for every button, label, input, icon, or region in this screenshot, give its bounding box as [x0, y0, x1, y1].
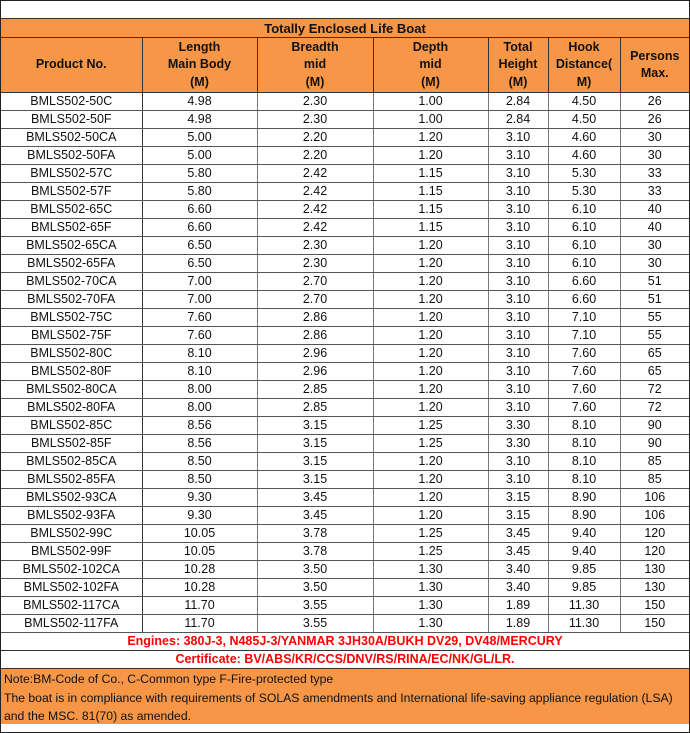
cell-total-height: 3.45 — [488, 543, 548, 561]
cell-total-height: 3.10 — [488, 219, 548, 237]
cell-depth: 1.20 — [373, 453, 488, 471]
cell-hook-distance: 7.60 — [548, 363, 620, 381]
cell-depth: 1.30 — [373, 579, 488, 597]
cell-product-no: BMLS502-117CA — [1, 597, 142, 615]
column-header-line: Persons — [630, 48, 680, 63]
cell-breadth: 2.86 — [257, 309, 373, 327]
cell-persons-max: 30 — [620, 147, 689, 165]
cell-hook-distance: 6.60 — [548, 273, 620, 291]
table-row — [1, 525, 689, 543]
cell-persons-max: 85 — [620, 453, 689, 471]
cell-breadth: 2.30 — [257, 93, 373, 111]
column-header-line: mid — [419, 57, 442, 72]
column-header-product-no — [1, 38, 142, 93]
column-header-breadth — [257, 38, 373, 93]
cell-product-no: BMLS502-117FA — [1, 615, 142, 633]
table-row — [1, 489, 689, 507]
cell-persons-max: 106 — [620, 507, 689, 525]
cell-breadth: 3.45 — [257, 507, 373, 525]
cell-persons-max: 30 — [620, 255, 689, 273]
cell-persons-max: 30 — [620, 237, 689, 255]
table-row — [1, 237, 689, 255]
cell-total-height: 3.30 — [488, 417, 548, 435]
cell-total-height: 2.84 — [488, 93, 548, 111]
cell-breadth: 3.15 — [257, 417, 373, 435]
cell-total-height: 3.10 — [488, 453, 548, 471]
cell-length: 6.60 — [142, 201, 257, 219]
cell-persons-max: 120 — [620, 525, 689, 543]
cell-product-no: BMLS502-80CA — [1, 381, 142, 399]
cell-persons-max: 72 — [620, 381, 689, 399]
table-row — [1, 363, 689, 381]
cell-depth: 1.15 — [373, 201, 488, 219]
column-header-line: Distance( — [555, 57, 613, 72]
cell-total-height: 3.10 — [488, 309, 548, 327]
cell-length: 8.56 — [142, 417, 257, 435]
cell-hook-distance: 6.60 — [548, 291, 620, 309]
cell-breadth: 2.42 — [257, 183, 373, 201]
cell-hook-distance: 7.10 — [548, 309, 620, 327]
table-row — [1, 219, 689, 237]
cell-depth: 1.30 — [373, 597, 488, 615]
cell-breadth: 2.30 — [257, 255, 373, 273]
cell-persons-max: 33 — [620, 165, 689, 183]
cell-total-height: 3.40 — [488, 561, 548, 579]
cell-breadth: 3.50 — [257, 579, 373, 597]
cell-length: 8.10 — [142, 345, 257, 363]
cell-product-no: BMLS502-50FA — [1, 147, 142, 165]
cell-breadth: 2.86 — [257, 327, 373, 345]
cell-persons-max: 55 — [620, 309, 689, 327]
cell-length: 8.00 — [142, 381, 257, 399]
cell-length: 9.30 — [142, 507, 257, 525]
table-row — [1, 201, 689, 219]
cell-depth: 1.20 — [373, 291, 488, 309]
cell-total-height: 3.40 — [488, 579, 548, 597]
cell-depth: 1.00 — [373, 93, 488, 111]
cell-depth: 1.20 — [373, 507, 488, 525]
table-row — [1, 183, 689, 201]
table-row — [1, 471, 689, 489]
cell-depth: 1.20 — [373, 273, 488, 291]
cell-hook-distance: 7.60 — [548, 381, 620, 399]
cell-total-height: 3.10 — [488, 345, 548, 363]
table-row — [1, 561, 689, 579]
cell-total-height: 1.89 — [488, 615, 548, 633]
cell-breadth: 2.30 — [257, 111, 373, 129]
cell-depth: 1.25 — [373, 543, 488, 561]
cell-total-height: 3.10 — [488, 273, 548, 291]
cell-depth: 1.20 — [373, 399, 488, 417]
cell-length: 4.98 — [142, 93, 257, 111]
cell-product-no: BMLS502-65C — [1, 201, 142, 219]
cell-hook-distance: 6.10 — [548, 219, 620, 237]
cell-product-no: BMLS502-65CA — [1, 237, 142, 255]
column-header-line: (M) — [305, 74, 325, 89]
column-header-line: Depth — [412, 39, 449, 54]
cell-hook-distance: 9.40 — [548, 543, 620, 561]
column-header-line: Product No. — [35, 57, 107, 72]
cell-length: 5.80 — [142, 183, 257, 201]
cell-length: 8.50 — [142, 453, 257, 471]
cell-persons-max: 130 — [620, 561, 689, 579]
cell-product-no: BMLS502-70CA — [1, 273, 142, 291]
top-blank-strip — [1, 1, 689, 19]
cell-length: 6.50 — [142, 255, 257, 273]
cell-persons-max: 85 — [620, 471, 689, 489]
cell-breadth: 2.70 — [257, 291, 373, 309]
column-header-line: mid — [303, 57, 327, 72]
table-row — [1, 309, 689, 327]
cell-total-height: 3.10 — [488, 381, 548, 399]
cell-length: 10.05 — [142, 525, 257, 543]
cell-length: 8.56 — [142, 435, 257, 453]
cell-total-height: 3.10 — [488, 471, 548, 489]
table-row — [1, 345, 689, 363]
cell-length: 6.60 — [142, 219, 257, 237]
cell-depth: 1.25 — [373, 417, 488, 435]
table-row — [1, 615, 689, 633]
cell-length: 7.60 — [142, 309, 257, 327]
cell-breadth: 3.50 — [257, 561, 373, 579]
cell-depth: 1.20 — [373, 489, 488, 507]
cell-depth: 1.20 — [373, 237, 488, 255]
cell-breadth: 2.20 — [257, 147, 373, 165]
cell-product-no: BMLS502-85FA — [1, 471, 142, 489]
cell-hook-distance: 4.60 — [548, 147, 620, 165]
cell-total-height: 3.10 — [488, 183, 548, 201]
column-header-line: Height — [498, 57, 538, 72]
cell-total-height: 3.10 — [488, 327, 548, 345]
cell-product-no: BMLS502-80F — [1, 363, 142, 381]
engines-text: Engines: 380J-3, N485J-3/YANMAR 3JH30A/BUKH DV29, DV48/MERCURY — [1, 633, 689, 651]
column-header-line: (M) — [190, 74, 209, 89]
cell-persons-max: 106 — [620, 489, 689, 507]
cell-persons-max: 26 — [620, 93, 689, 111]
cell-product-no: BMLS502-65FA — [1, 255, 142, 273]
cell-hook-distance: 8.10 — [548, 471, 620, 489]
cell-depth: 1.15 — [373, 165, 488, 183]
cell-breadth: 3.78 — [257, 543, 373, 561]
column-header-hook-distance — [548, 38, 620, 93]
cell-total-height: 3.10 — [488, 291, 548, 309]
cell-total-height: 3.10 — [488, 165, 548, 183]
column-header-row — [1, 38, 689, 93]
cell-breadth: 2.85 — [257, 381, 373, 399]
cell-hook-distance: 5.30 — [548, 165, 620, 183]
cell-persons-max: 30 — [620, 129, 689, 147]
table-row — [1, 327, 689, 345]
table-body — [1, 93, 689, 633]
cell-depth: 1.20 — [373, 327, 488, 345]
cell-length: 6.50 — [142, 237, 257, 255]
table-row — [1, 273, 689, 291]
table-row — [1, 399, 689, 417]
cell-depth: 1.20 — [373, 471, 488, 489]
cell-product-no: BMLS502-75F — [1, 327, 142, 345]
cell-hook-distance: 6.10 — [548, 237, 620, 255]
table-row — [1, 111, 689, 129]
column-header-line: Main Body — [167, 57, 232, 72]
cell-depth: 1.30 — [373, 615, 488, 633]
cell-total-height: 3.10 — [488, 255, 548, 273]
cell-persons-max: 150 — [620, 597, 689, 615]
cell-product-no: BMLS502-57F — [1, 183, 142, 201]
table-title: Totally Enclosed Life Boat — [1, 19, 689, 38]
table-row — [1, 255, 689, 273]
table-row — [1, 381, 689, 399]
column-header-line: M) — [576, 74, 592, 89]
cell-hook-distance: 8.10 — [548, 417, 620, 435]
cell-persons-max: 65 — [620, 345, 689, 363]
table-row — [1, 147, 689, 165]
table-row — [1, 417, 689, 435]
cell-breadth: 3.15 — [257, 435, 373, 453]
cell-product-no: BMLS502-50CA — [1, 129, 142, 147]
cell-hook-distance: 4.60 — [548, 129, 620, 147]
table-row — [1, 291, 689, 309]
cell-hook-distance: 11.30 — [548, 615, 620, 633]
cell-depth: 1.15 — [373, 183, 488, 201]
cell-product-no: BMLS502-99F — [1, 543, 142, 561]
cell-hook-distance: 4.50 — [548, 111, 620, 129]
table-row — [1, 579, 689, 597]
cell-total-height: 3.15 — [488, 489, 548, 507]
cell-total-height: 3.45 — [488, 525, 548, 543]
cell-depth: 1.25 — [373, 435, 488, 453]
cell-product-no: BMLS502-65F — [1, 219, 142, 237]
cell-total-height: 2.84 — [488, 111, 548, 129]
cell-hook-distance: 9.85 — [548, 561, 620, 579]
cell-hook-distance: 4.50 — [548, 93, 620, 111]
cell-hook-distance: 8.10 — [548, 435, 620, 453]
cell-hook-distance: 7.60 — [548, 345, 620, 363]
cell-length: 5.00 — [142, 129, 257, 147]
cell-depth: 1.20 — [373, 345, 488, 363]
cell-breadth: 3.15 — [257, 471, 373, 489]
cell-persons-max: 130 — [620, 579, 689, 597]
table-row — [1, 597, 689, 615]
cell-length: 11.70 — [142, 615, 257, 633]
table-row — [1, 129, 689, 147]
cell-depth: 1.20 — [373, 147, 488, 165]
cell-product-no: BMLS502-85CA — [1, 453, 142, 471]
cell-length: 8.10 — [142, 363, 257, 381]
table-row — [1, 507, 689, 525]
cell-total-height: 3.30 — [488, 435, 548, 453]
cell-length: 11.70 — [142, 597, 257, 615]
cell-product-no: BMLS502-75C — [1, 309, 142, 327]
cell-breadth: 2.96 — [257, 345, 373, 363]
cell-length: 7.00 — [142, 291, 257, 309]
cell-depth: 1.20 — [373, 255, 488, 273]
cell-product-no: BMLS502-93FA — [1, 507, 142, 525]
cell-breadth: 3.55 — [257, 597, 373, 615]
cell-product-no: BMLS502-57C — [1, 165, 142, 183]
cell-persons-max: 120 — [620, 543, 689, 561]
cell-hook-distance: 11.30 — [548, 597, 620, 615]
cell-depth: 1.20 — [373, 363, 488, 381]
cell-persons-max: 72 — [620, 399, 689, 417]
cell-product-no: BMLS502-50C — [1, 93, 142, 111]
cell-depth: 1.20 — [373, 381, 488, 399]
cell-product-no: BMLS502-102FA — [1, 579, 142, 597]
cell-depth: 1.15 — [373, 219, 488, 237]
cell-product-no: BMLS502-99C — [1, 525, 142, 543]
cell-total-height: 3.15 — [488, 507, 548, 525]
cell-total-height: 3.10 — [488, 363, 548, 381]
cell-length: 8.00 — [142, 399, 257, 417]
column-header-line: Total — [503, 39, 533, 54]
note-line: and the MSC. 81(70) as amended. — [4, 709, 191, 723]
cell-length: 4.98 — [142, 111, 257, 129]
cell-breadth: 2.85 — [257, 399, 373, 417]
cell-breadth: 2.20 — [257, 129, 373, 147]
column-header-line: Hook — [568, 39, 600, 54]
lifeboat-spec-table — [1, 19, 689, 669]
column-header-line: Length — [178, 39, 221, 54]
cell-length: 7.60 — [142, 327, 257, 345]
cell-hook-distance: 6.10 — [548, 201, 620, 219]
table-row — [1, 453, 689, 471]
cell-persons-max: 51 — [620, 273, 689, 291]
cell-breadth: 2.30 — [257, 237, 373, 255]
cell-depth: 1.25 — [373, 525, 488, 543]
cell-hook-distance: 9.40 — [548, 525, 620, 543]
column-header-length — [142, 38, 257, 93]
note-line: The boat is in compliance with requirements of SOLAS amendments and International life-saving appliance regulation (LSA) — [4, 690, 673, 705]
cell-product-no: BMLS502-80C — [1, 345, 142, 363]
cell-length: 10.28 — [142, 579, 257, 597]
cell-total-height: 3.10 — [488, 399, 548, 417]
cell-total-height: 3.10 — [488, 201, 548, 219]
cell-depth: 1.30 — [373, 561, 488, 579]
cell-depth: 1.20 — [373, 129, 488, 147]
cell-product-no: BMLS502-102CA — [1, 561, 142, 579]
cell-persons-max: 33 — [620, 183, 689, 201]
column-header-line: (M) — [421, 74, 440, 89]
cell-total-height: 3.10 — [488, 147, 548, 165]
cell-product-no: BMLS502-50F — [1, 111, 142, 129]
cell-persons-max: 51 — [620, 291, 689, 309]
table-row — [1, 435, 689, 453]
cell-breadth: 2.42 — [257, 165, 373, 183]
cell-length: 9.30 — [142, 489, 257, 507]
cell-persons-max: 90 — [620, 417, 689, 435]
cell-length: 10.28 — [142, 561, 257, 579]
cell-breadth: 2.70 — [257, 273, 373, 291]
cell-length: 7.00 — [142, 273, 257, 291]
cell-hook-distance: 6.10 — [548, 255, 620, 273]
column-header-line: (M) — [508, 74, 528, 89]
cell-persons-max: 55 — [620, 327, 689, 345]
cell-product-no: BMLS502-85F — [1, 435, 142, 453]
note-box — [1, 669, 689, 724]
cell-breadth: 3.15 — [257, 453, 373, 471]
cell-length: 10.05 — [142, 543, 257, 561]
column-header-line: Breadth — [291, 39, 339, 54]
cell-product-no: BMLS502-70FA — [1, 291, 142, 309]
cell-length: 8.50 — [142, 471, 257, 489]
cell-product-no: BMLS502-85C — [1, 417, 142, 435]
column-header-depth — [373, 38, 488, 93]
cell-length: 5.80 — [142, 165, 257, 183]
cell-product-no: BMLS502-93CA — [1, 489, 142, 507]
column-header-persons-max — [620, 38, 689, 93]
table-row — [1, 165, 689, 183]
cell-depth: 1.20 — [373, 309, 488, 327]
cell-breadth: 3.78 — [257, 525, 373, 543]
cell-hook-distance: 8.90 — [548, 507, 620, 525]
cell-breadth: 2.42 — [257, 219, 373, 237]
cell-total-height: 3.10 — [488, 129, 548, 147]
cell-breadth: 3.45 — [257, 489, 373, 507]
table-row — [1, 543, 689, 561]
cell-persons-max: 65 — [620, 363, 689, 381]
certificate-text: Certificate: BV/ABS/KR/CCS/DNV/RS/RINA/EC/NK/GL/LR. — [1, 651, 689, 669]
cell-hook-distance: 7.10 — [548, 327, 620, 345]
column-header-total-height — [488, 38, 548, 93]
cell-breadth: 2.42 — [257, 201, 373, 219]
cell-persons-max: 150 — [620, 615, 689, 633]
cell-hook-distance: 5.30 — [548, 183, 620, 201]
cell-hook-distance: 8.10 — [548, 453, 620, 471]
table-row — [1, 93, 689, 111]
cell-total-height: 3.10 — [488, 237, 548, 255]
cell-breadth: 3.55 — [257, 615, 373, 633]
cell-total-height: 1.89 — [488, 597, 548, 615]
note-line: Note:BM-Code of Co., C-Common type F-Fire-protected type — [4, 672, 334, 686]
cell-hook-distance: 9.85 — [548, 579, 620, 597]
column-header-line: Max. — [640, 66, 669, 80]
cell-persons-max: 40 — [620, 201, 689, 219]
cell-depth: 1.00 — [373, 111, 488, 129]
cell-hook-distance: 8.90 — [548, 489, 620, 507]
cell-breadth: 2.96 — [257, 363, 373, 381]
cell-product-no: BMLS502-80FA — [1, 399, 142, 417]
cell-persons-max: 40 — [620, 219, 689, 237]
cell-length: 5.00 — [142, 147, 257, 165]
cell-hook-distance: 7.60 — [548, 399, 620, 417]
cell-persons-max: 26 — [620, 111, 689, 129]
cell-persons-max: 90 — [620, 435, 689, 453]
